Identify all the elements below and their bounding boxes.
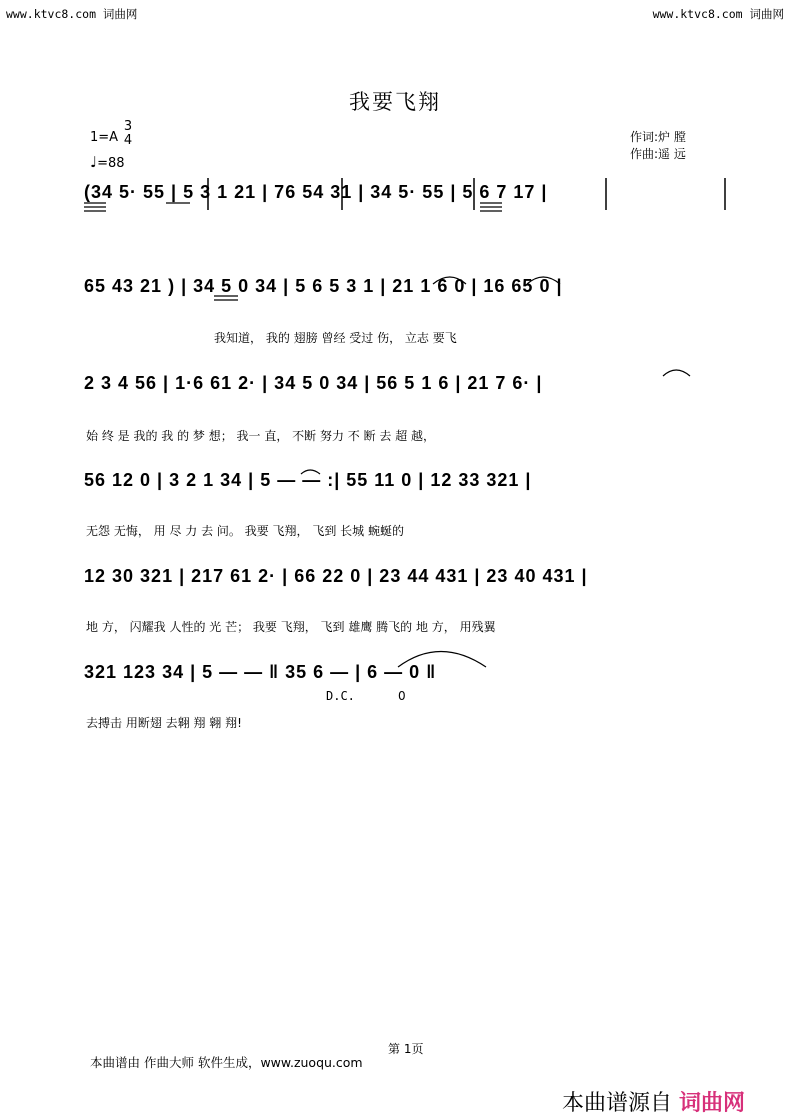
tempo-value: =88 xyxy=(97,156,125,171)
score-row-1 xyxy=(80,174,730,214)
watermark-brand[interactable]: 词曲网 xyxy=(679,1091,746,1116)
score-notes: 56 12 0 | 3 2 1 34 | 5 — — :| 55 11 0 | 12 33 321 | xyxy=(84,470,532,490)
score-row-3 xyxy=(80,365,730,405)
tempo-marking xyxy=(90,153,125,171)
score-notes: (34 5· 55 | 5 3 1 21 | 76 54 31 | 34 5· 55 | 5 6 7 17 | xyxy=(84,182,548,202)
score-row-4 xyxy=(80,462,730,502)
score-row-5 xyxy=(80,558,730,598)
quarter-note-icon: ♩ xyxy=(90,153,98,171)
lyric-line-3: 无怨 无悔， 用 尽 力 去 问。 我要 飞翔， 飞到 长城 蜿蜒的 xyxy=(86,524,404,538)
song-title: 我要飞翔 xyxy=(349,90,441,114)
lyric-line-4: 地 方， 闪耀我 人性的 光 芒； 我要 飞翔， 飞到 雄鹰 腾飞的 地 方， 用残翼 xyxy=(86,620,496,634)
key-signature: 1=A xyxy=(90,130,119,145)
site-header-right[interactable]: www.ktvc8.com 词曲网 xyxy=(652,7,784,21)
dc-zero: 0 xyxy=(398,689,406,703)
lyric-line-5: 去搏击 用断翅 去翱 翔 翱 翔! xyxy=(86,716,242,730)
page-number: 第 1页 xyxy=(388,1042,424,1056)
lyric-line-1: 我知道， 我的 翅膀 曾经 受过 伤， 立志 要飞 xyxy=(214,331,457,345)
time-signature xyxy=(121,120,135,148)
dc-mark: D.C. xyxy=(326,689,355,703)
composer-credit: 作曲:遥 远 xyxy=(630,147,686,161)
score-notes: 2 3 4 56 | 1·6 61 2· | 34 5 0 34 | 56 5 1 6 | 21 7 6· | xyxy=(84,373,543,393)
time-signature-bottom: 4 xyxy=(123,133,133,148)
score-notes: 65 43 21 ) | 34 5 0 34 | 5 6 5 3 1 | 21 1 6 0 | 16 65 0 | xyxy=(84,276,563,296)
watermark[interactable] xyxy=(562,1086,745,1117)
score-row-6 xyxy=(80,654,730,694)
watermark-prefix: 本曲谱源自 xyxy=(562,1091,673,1116)
time-signature-top: 3 xyxy=(123,119,133,134)
score-notes: 12 30 321 | 217 61 2· | 66 22 0 | 23 44 431 | 23 40 431 | xyxy=(84,566,588,586)
score-row-2 xyxy=(80,268,730,308)
score-notes: 321 123 34 | 5 — — ‖ 35 6 — | 6 — 0 ‖ xyxy=(84,662,437,682)
lyric-line-2: 始 终 是 我的 我 的 梦 想； 我一 直， 不断 努力 不 断 去 超 越， xyxy=(86,429,436,443)
site-header-left[interactable]: www.ktvc8.com 词曲网 xyxy=(6,7,138,21)
footer-credit[interactable]: 本曲谱由 作曲大师 软件生成，www.zuoqu.com xyxy=(90,1055,363,1070)
lyricist-credit: 作词:炉 膛 xyxy=(630,130,686,144)
